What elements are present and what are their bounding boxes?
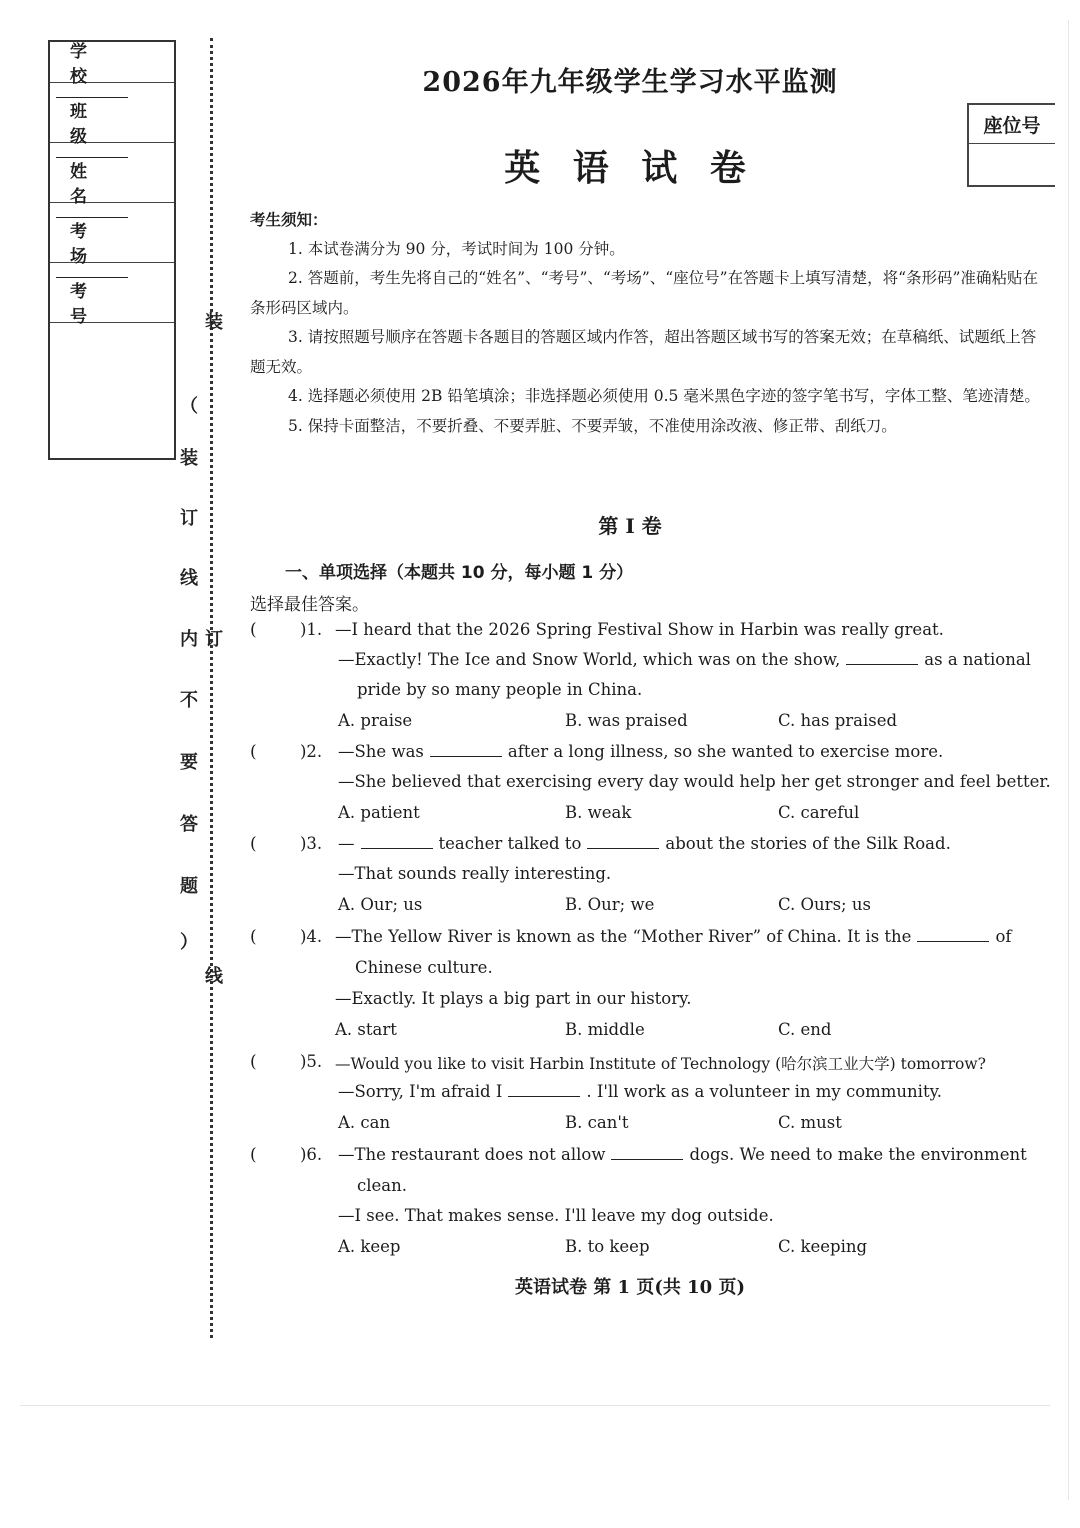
part-title: 一、单项选择（本题共 10 分，每小题 1 分） <box>285 563 634 583</box>
question-text: —I heard that the 2026 Spring Festival Show in Harbin was really great. <box>335 620 944 639</box>
seat-number-label: 座位号 <box>969 105 1055 144</box>
volume-heading: 第 I 卷 <box>598 514 662 538</box>
exam-room-label: 考 场 <box>50 222 174 263</box>
question-text: — teacher talked to about the stories of the Silk Road. <box>338 834 951 853</box>
notice-item: 1. 本试卷满分为 90 分，考试时间为 100 分钟。 <box>288 239 625 258</box>
question-number: )1. <box>300 620 323 639</box>
answer-paren[interactable]: ( <box>250 834 257 854</box>
bottom-divider <box>20 1405 1050 1406</box>
notice-item: 4. 选择题必须使用 2B 铅笔填涂；非选择题必须使用 0.5 毫米黑色字迹的签字笔书写，字体工整、笔迹清楚。 <box>288 387 1040 405</box>
question-text: pride by so many people in China. <box>357 680 643 699</box>
answer-blank[interactable] <box>846 650 918 665</box>
answer-paren[interactable]: ( <box>250 742 257 762</box>
option-c[interactable]: C. has praised <box>778 711 898 730</box>
question-text: Chinese culture. <box>355 958 493 977</box>
option-b[interactable]: B. Our; we <box>565 895 655 914</box>
option-b[interactable]: B. to keep <box>565 1237 650 1256</box>
notice-item: 3. 请按照题号顺序在答题卡各题目的答题区域内作答，超出答题区域书写的答案无效；在草稿纸、试题纸上答题无效。 <box>250 328 1037 376</box>
answer-blank[interactable] <box>361 834 433 849</box>
page-footer: 英语试卷 第 1 页(共 10 页) <box>515 1277 745 1298</box>
option-a[interactable]: A. Our; us <box>338 895 423 914</box>
question-text: —I see. That makes sense. I'll leave my dog outside. <box>338 1206 774 1225</box>
question-number: )5. <box>300 1052 323 1071</box>
exam-title: 2026年九年级学生学习水平监测 <box>422 67 838 98</box>
question-number: )3. <box>300 834 323 853</box>
answer-paren[interactable]: ( <box>250 620 257 640</box>
school-label: 学 校 <box>50 42 174 83</box>
question-number: )2. <box>300 742 323 761</box>
question-text: —Exactly. It plays a big part in our history. <box>335 989 692 1008</box>
binding-char: 答 <box>180 814 198 835</box>
binding-char: 线 <box>205 966 223 987</box>
answer-blank[interactable] <box>917 927 989 942</box>
instruction: 选择最佳答案。 <box>250 595 369 615</box>
seat-number-box <box>967 103 1055 187</box>
binding-char: 题 <box>180 876 198 897</box>
binding-dotted-line <box>210 38 213 1338</box>
answer-paren[interactable]: ( <box>250 1145 257 1165</box>
class-field[interactable] <box>56 144 128 158</box>
question-number: )4. <box>300 927 323 946</box>
class-label: 班 级 <box>50 102 174 143</box>
question-text: —The restaurant does not allow dogs. We need to make the environment <box>338 1145 1027 1164</box>
binding-char: 内 <box>180 629 198 650</box>
exam-room-field[interactable] <box>56 264 128 278</box>
notice-heading: 考生须知： <box>250 210 328 229</box>
question-text: —Sorry, I'm afraid I . I'll work as a volunteer in my community. <box>338 1082 942 1101</box>
binding-char: 装 <box>180 448 198 469</box>
question-text: —She believed that exercising every day would help her get stronger and feel better. <box>338 772 1051 791</box>
student-info-table <box>48 40 176 460</box>
school-field[interactable] <box>56 84 128 98</box>
binding-char: 订 <box>180 508 198 529</box>
question-text: clean. <box>357 1176 407 1195</box>
answer-blank[interactable] <box>508 1082 580 1097</box>
option-c[interactable]: C. end <box>778 1020 832 1039</box>
option-c[interactable]: C. Ours; us <box>778 895 871 914</box>
option-a[interactable]: A. praise <box>338 711 413 730</box>
option-b[interactable]: B. weak <box>565 803 632 822</box>
question-text: —She was after a long illness, so she wanted to exercise more. <box>338 742 944 761</box>
exam-number-field[interactable] <box>56 324 128 338</box>
notice-item: 2. 答题前，考生先将自己的“姓名”、“考号”、“考场”、“座位号”在答题卡上填写清楚，将“条形码”准确粘贴在条形码区域内。 <box>250 269 1038 317</box>
answer-paren[interactable]: ( <box>250 1052 257 1072</box>
option-c[interactable]: C. must <box>778 1113 842 1132</box>
option-a[interactable]: A. can <box>338 1113 391 1132</box>
answer-blank[interactable] <box>611 1145 683 1160</box>
option-b[interactable]: B. was praised <box>565 711 688 730</box>
option-b[interactable]: B. middle <box>565 1020 645 1039</box>
question-text: —Would you like to visit Harbin Institute of Technology (哈尔滨工业大学) tomorrow? <box>335 1055 986 1073</box>
exam-notice <box>250 205 1040 441</box>
binding-char: 线 <box>180 568 198 589</box>
binding-char: 装 <box>205 312 223 333</box>
answer-blank[interactable] <box>430 742 502 757</box>
question-number: )6. <box>300 1145 323 1164</box>
option-c[interactable]: C. keeping <box>778 1237 868 1256</box>
binding-char: 订 <box>205 629 223 650</box>
binding-char: （ <box>180 396 198 417</box>
binding-char: 要 <box>180 752 198 773</box>
answer-blank[interactable] <box>587 834 659 849</box>
option-a[interactable]: A. start <box>335 1020 397 1039</box>
answer-paren[interactable]: ( <box>250 927 257 947</box>
option-a[interactable]: A. patient <box>338 803 420 822</box>
exam-subject: 英 语 试 卷 <box>504 147 756 189</box>
option-b[interactable]: B. can't <box>565 1113 629 1132</box>
binding-char: 不 <box>180 690 198 711</box>
exam-number-label: 考 号 <box>50 282 174 323</box>
question-text: —Exactly! The Ice and Snow World, which was on the show, as a national <box>338 650 1031 669</box>
name-label: 姓 名 <box>50 162 174 203</box>
question-text: —The Yellow River is known as the “Mother River” of China. It is the of <box>335 927 1012 946</box>
option-c[interactable]: C. careful <box>778 803 860 822</box>
option-a[interactable]: A. keep <box>338 1237 401 1256</box>
notice-item: 5. 保持卡面整洁，不要折叠、不要弄脏、不要弄皱，不准使用涂改液、修正带、刮纸刀。 <box>288 416 897 435</box>
right-divider <box>1068 20 1069 1500</box>
binding-char: ） <box>180 932 198 953</box>
question-text: —That sounds really interesting. <box>338 864 612 883</box>
name-field[interactable] <box>56 204 128 218</box>
